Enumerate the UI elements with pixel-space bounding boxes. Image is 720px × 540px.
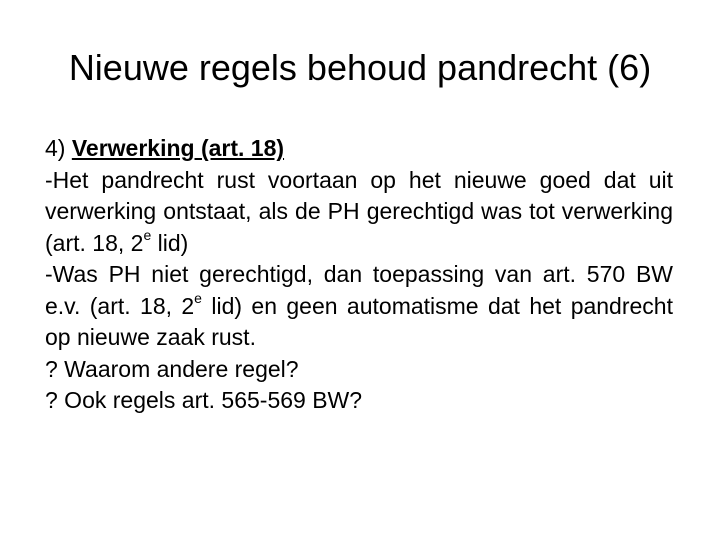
para2-text-end: lid) en geen automatisme dat het pandrecht op nieuwe zaak rust. [45, 292, 673, 350]
section-heading-line [45, 133, 673, 165]
section-number: 4) [45, 135, 66, 161]
para2-text: -Was PH niet gerechtigd, dan toepassing van art. 570 BW e.v. (art. 18, 2 [45, 261, 673, 319]
question-other-rule: ? Waarom andere regel? [45, 355, 299, 382]
para1-text: -Het pandrecht rust voortaan op het nieuwe goed dat uit verwerking ontstaat, als de PH gerechtigd was tot verwerking (art. 18, 2 [45, 166, 673, 256]
section-heading: Verwerking (art. 18) [71, 135, 285, 161]
question-rules-565-569: ? Ook regels art. 565-569 BW? [45, 387, 363, 413]
para1-superscript: e [143, 226, 152, 243]
paragraph-not-entitled [45, 259, 673, 354]
slide-title: Nieuwe regels behoud pandrecht (6) [68, 47, 652, 88]
para1-text-end: lid) [151, 229, 189, 256]
paragraph-pledge-after-processing [45, 165, 673, 260]
slide-body [45, 133, 673, 417]
para2-superscript: e [194, 289, 202, 306]
